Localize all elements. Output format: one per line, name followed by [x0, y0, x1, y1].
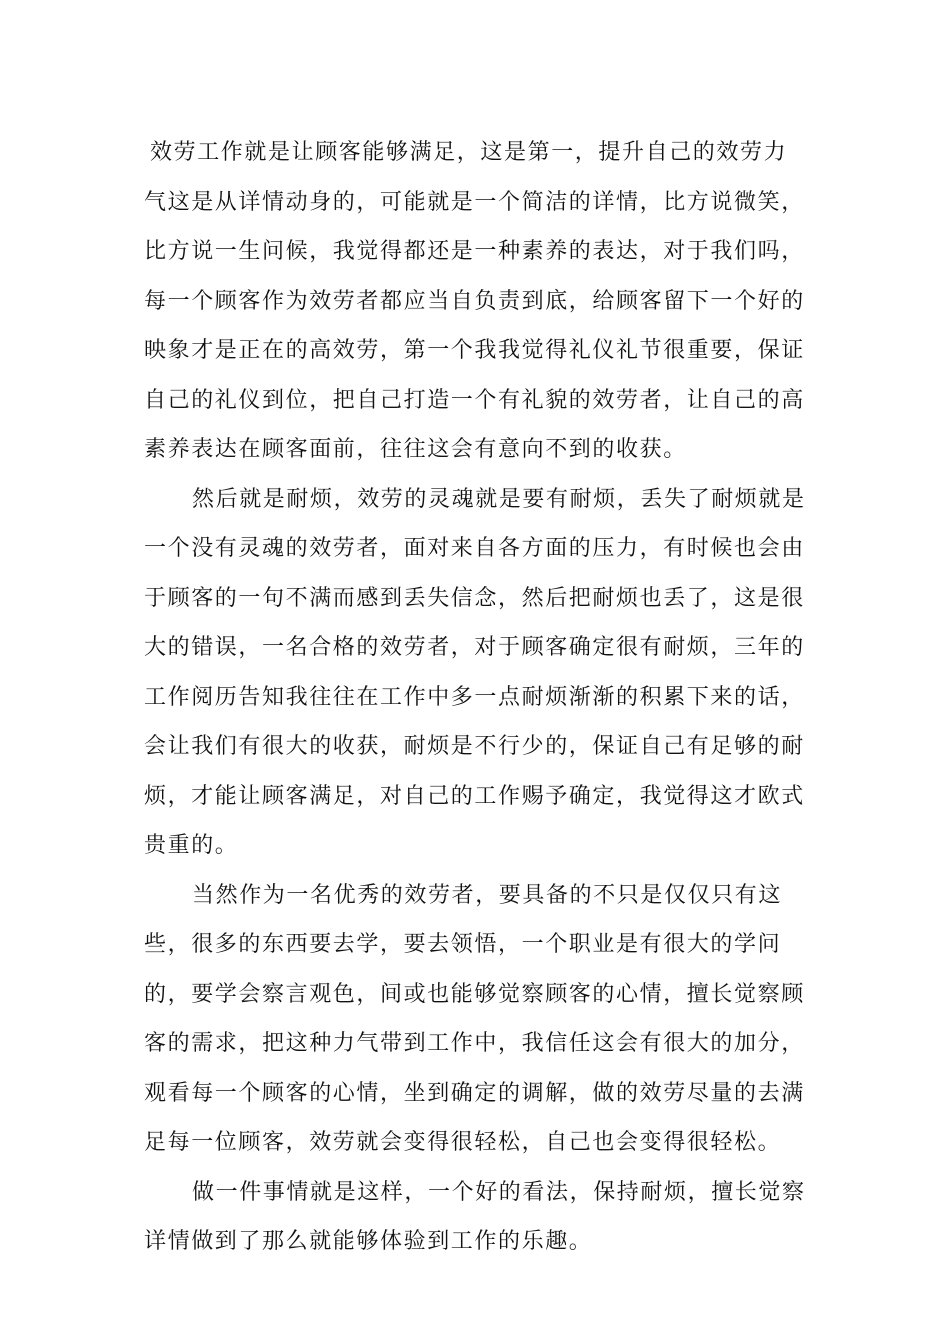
paragraph-learning: 当然作为一名优秀的效劳者，要具备的不只是仅仅只有这些，很多的东西要去学，要去领悟，一个职业是有很大的学问的，要学会察言观色，间或也能够觉察顾客的心情，擅长觉察顾客的需求，把这种力气带到工作中，我信任这会有很大的加分，观看每一个顾客的心情，坐到确定的调解，做的效劳尽量的去满足每一位顾客，效劳就会变得很轻松，自己也会变得很轻松。: [144, 882, 805, 1155]
paragraph-patience: 然后就是耐烦，效劳的灵魂就是要有耐烦，丢失了耐烦就是一个没有灵魂的效劳者，面对来自各方面的压力，有时候也会由于顾客的一句不满而感到丢失信念，然后把耐烦也丢了，这是很大的错误，一名合格的效劳者，对于顾客确定很有耐烦，三年的工作阅历告知我往往在工作中多一点耐烦渐渐的积累下来的话，会让我们有很大的收获，耐烦是不行少的，保证自己有足够的耐烦，才能让顾客满足，对自己的工作赐予确定，我觉得这才欧式贵重的。: [144, 486, 806, 858]
paragraph-service-satisfaction: 效劳工作就是让顾客能够满足，这是第一，提升自己的效劳力气这是从详情动身的，可能就是一个简洁的详情，比方说微笑，比方说一生问候，我觉得都还是一种素养的表达，对于我们吗，每一个顾客作为效劳者都应当自负责到底，给顾客留下一个好的映象才是正在的高效劳，第一个我我觉得礼仪礼节很重要，保证自己的礼仪到位，把自己打造一个有礼貌的效劳者，让自己的高素养表达在顾客面前，往往这会有意向不到的收获。: [144, 140, 805, 462]
document-body: [144, 128, 808, 1267]
paragraph-conclusion: 做一件事情就是这样，一个好的看法，保持耐烦，擅长觉察详情做到了那么就能够体验到工作的乐趣。: [144, 1179, 806, 1254]
